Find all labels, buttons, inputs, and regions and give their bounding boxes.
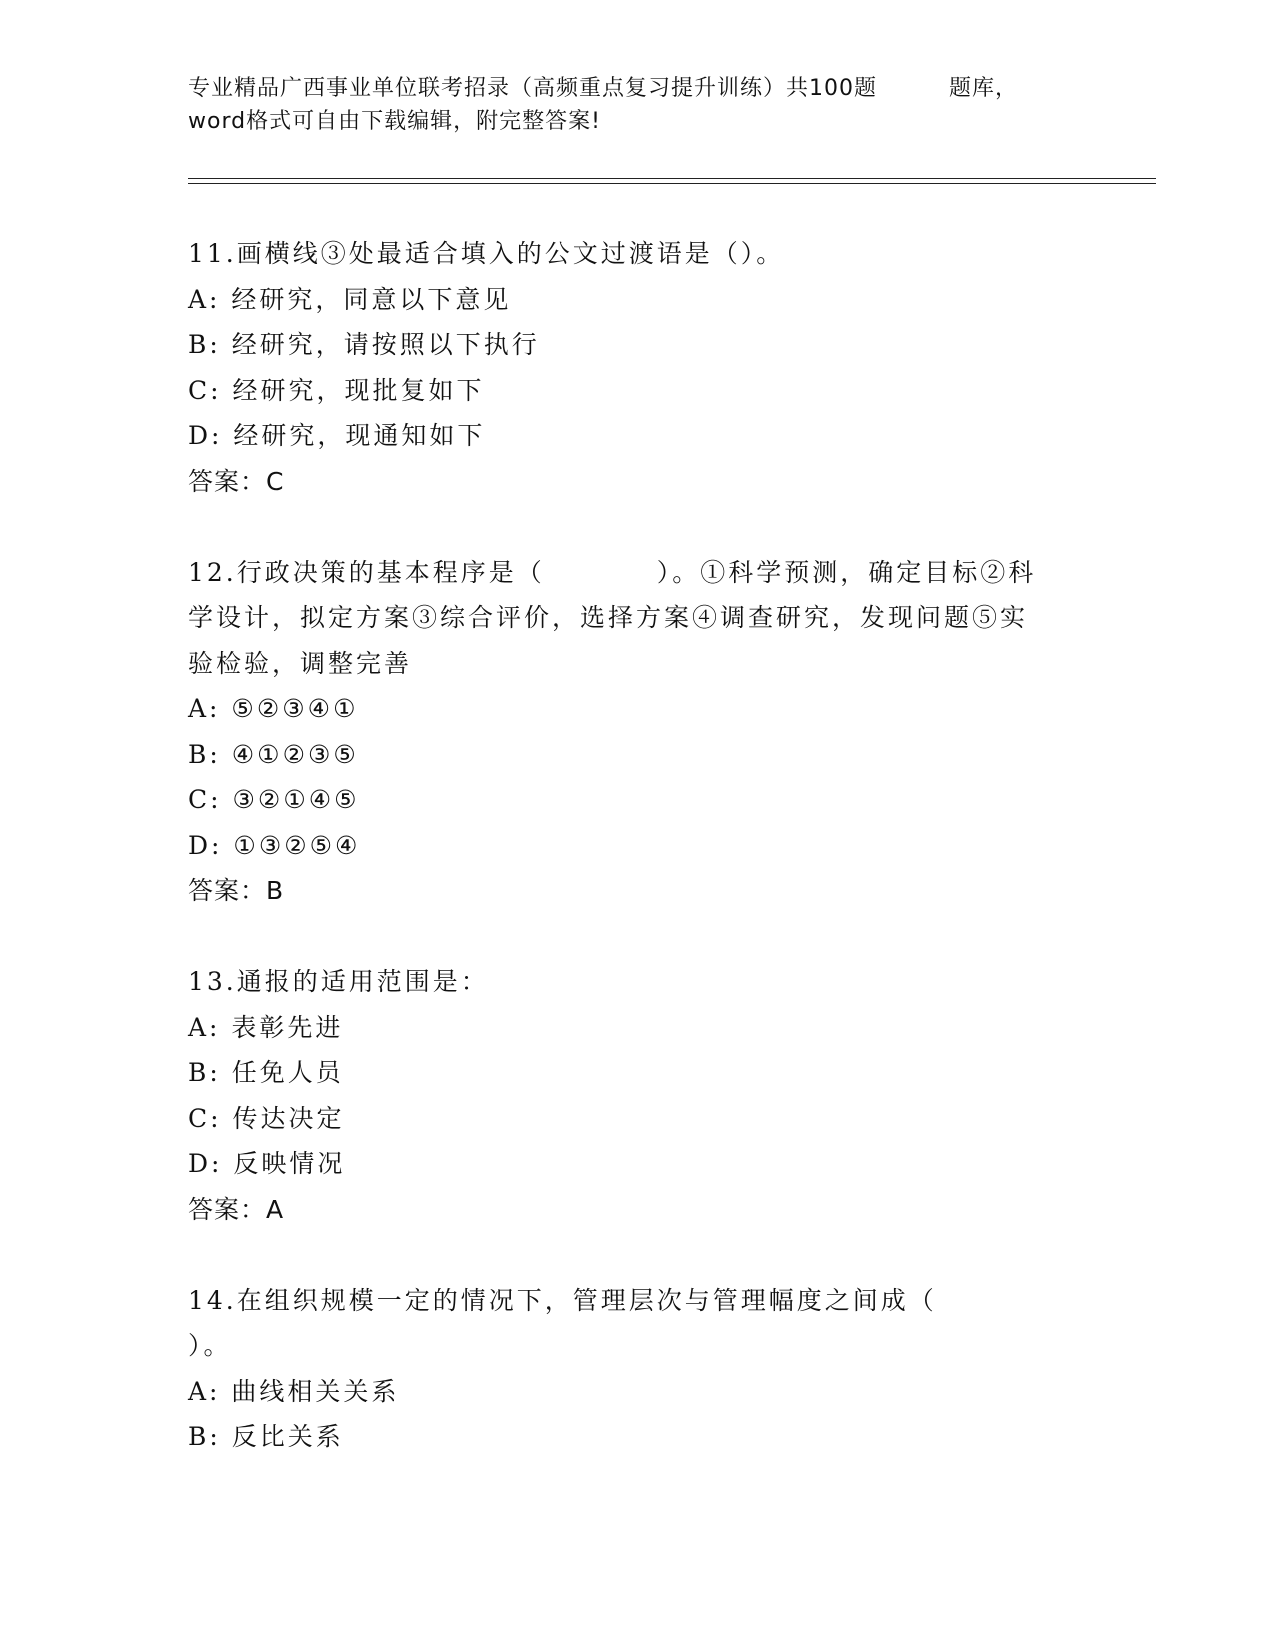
header-divider-top: [188, 178, 1156, 179]
question-stem-line-2: ）。: [188, 1331, 232, 1360]
header-line-1: [188, 72, 1088, 105]
option-d: D: ①③②⑤④: [188, 830, 361, 860]
answer-line: 答案：A: [188, 1194, 285, 1224]
option-a: A: 表彰先进: [188, 1012, 344, 1042]
question-stem-line-1: 12.行政决策的基本程序是（ ）。①科学预测，确定目标②科: [188, 557, 1037, 587]
option-a: A: 经研究，同意以下意见: [188, 284, 512, 314]
question-stem: 13.通报的适用范围是：: [188, 967, 489, 996]
option-d: D: 反映情况: [188, 1149, 346, 1178]
question-13: [188, 959, 1108, 1232]
question-stem: 11.画横线③处最适合填入的公文过渡语是（）。: [188, 239, 785, 268]
header-line-2: word格式可自由下载编辑，附完整答案!: [188, 109, 601, 134]
option-b: B: 经研究，请按照以下执行: [188, 330, 540, 359]
question-stem-line-3: 验检验，调整完善: [188, 648, 413, 678]
option-a: A: 曲线相关关系: [188, 1376, 400, 1406]
question-stem-line-1: 14.在组织规模一定的情况下，管理层次与管理幅度之间成（: [188, 1285, 937, 1315]
question-11: [188, 231, 1108, 504]
option-c: C: ③②①④⑤: [188, 785, 360, 814]
header-divider-bottom: [188, 183, 1156, 184]
option-b: B: 任免人员: [188, 1058, 344, 1087]
header-title: 专业精品广西事业单位联考招录（高频重点复习提升训练）共100题: [188, 76, 877, 101]
option-c: C: 经研究，现批复如下: [188, 375, 485, 405]
question-stem-line-2: 学设计，拟定方案③综合评价，选择方案④调查研究，发现问题⑤实: [188, 603, 1029, 632]
header-title-tail: 题库，: [949, 76, 1019, 101]
option-b: B: 反比关系: [188, 1422, 344, 1451]
option-c: C: 传达决定: [188, 1103, 345, 1133]
option-d: D: 经研究，现通知如下: [188, 421, 486, 450]
question-list: [188, 231, 1108, 1505]
answer-line: 答案：B: [188, 876, 285, 905]
option-b: B: ④①②③⑤: [188, 739, 359, 769]
document-header: [188, 72, 1088, 138]
question-12: [188, 550, 1108, 914]
answer-line: 答案：C: [188, 466, 285, 496]
question-14: [188, 1278, 1108, 1460]
option-a: A: ⑤②③④①: [188, 694, 359, 723]
